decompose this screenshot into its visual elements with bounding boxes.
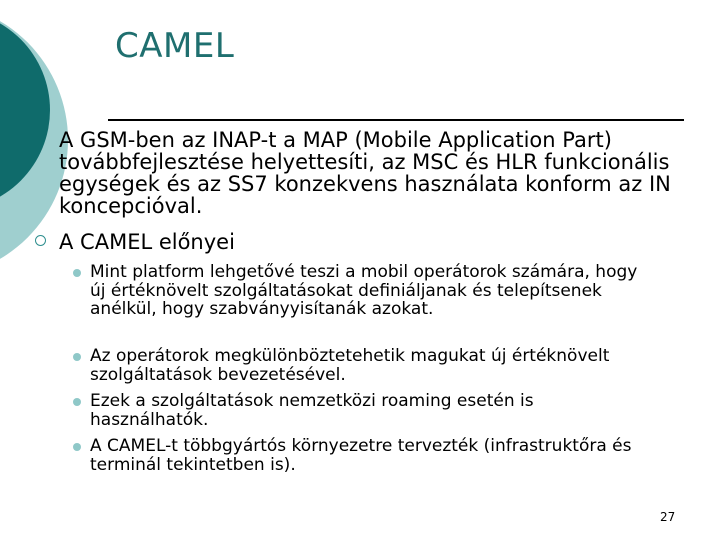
sub-bullet-marker — [73, 443, 81, 451]
sub-bullet-text: A CAMEL-t többgyártós környezetre tervezték (infrastruktőra és terminál tekintetben is). — [90, 436, 632, 475]
sub-bullet-item — [90, 347, 650, 384]
slide-title: CAMEL — [115, 26, 235, 66]
bullet-text: A GSM-ben az INAP-t a MAP (Mobile Application Part) továbbfejlesztése helyettesíti, az MSC és HLR funkcionális egységek és az SS7 konzekvens használata konform az IN koncepcióval. — [59, 128, 671, 218]
sub-bullet-text: Ezek a szolgáltatások nemzetközi roaming esetén is használhatók. — [90, 391, 534, 430]
page-number: 27 — [660, 510, 676, 524]
sub-bullet-item — [90, 392, 650, 429]
bullet-text: A CAMEL előnyei — [59, 230, 235, 254]
sub-bullet-marker — [73, 353, 81, 361]
bullet-item — [59, 231, 699, 253]
sub-bullet-item — [90, 437, 650, 474]
sub-bullet-text: Mint platform lehgetővé teszi a mobil operátorok számára, hogy új értéknövelt szolgáltatásokat definiáljanak és telepítsenek anélkül, hogy szabványyisítanák azokat. — [90, 262, 638, 319]
sub-bullet-marker — [73, 398, 81, 406]
title-divider — [108, 119, 684, 121]
sub-bullet-item — [90, 263, 650, 319]
bullet-item — [59, 129, 699, 217]
sub-bullet-text: Az operátorok megkülönböztetehetik magukat új értéknövelt szolgáltatások bevezetésével. — [90, 346, 610, 385]
sub-bullet-marker — [73, 269, 81, 277]
bullet-marker — [35, 235, 46, 246]
